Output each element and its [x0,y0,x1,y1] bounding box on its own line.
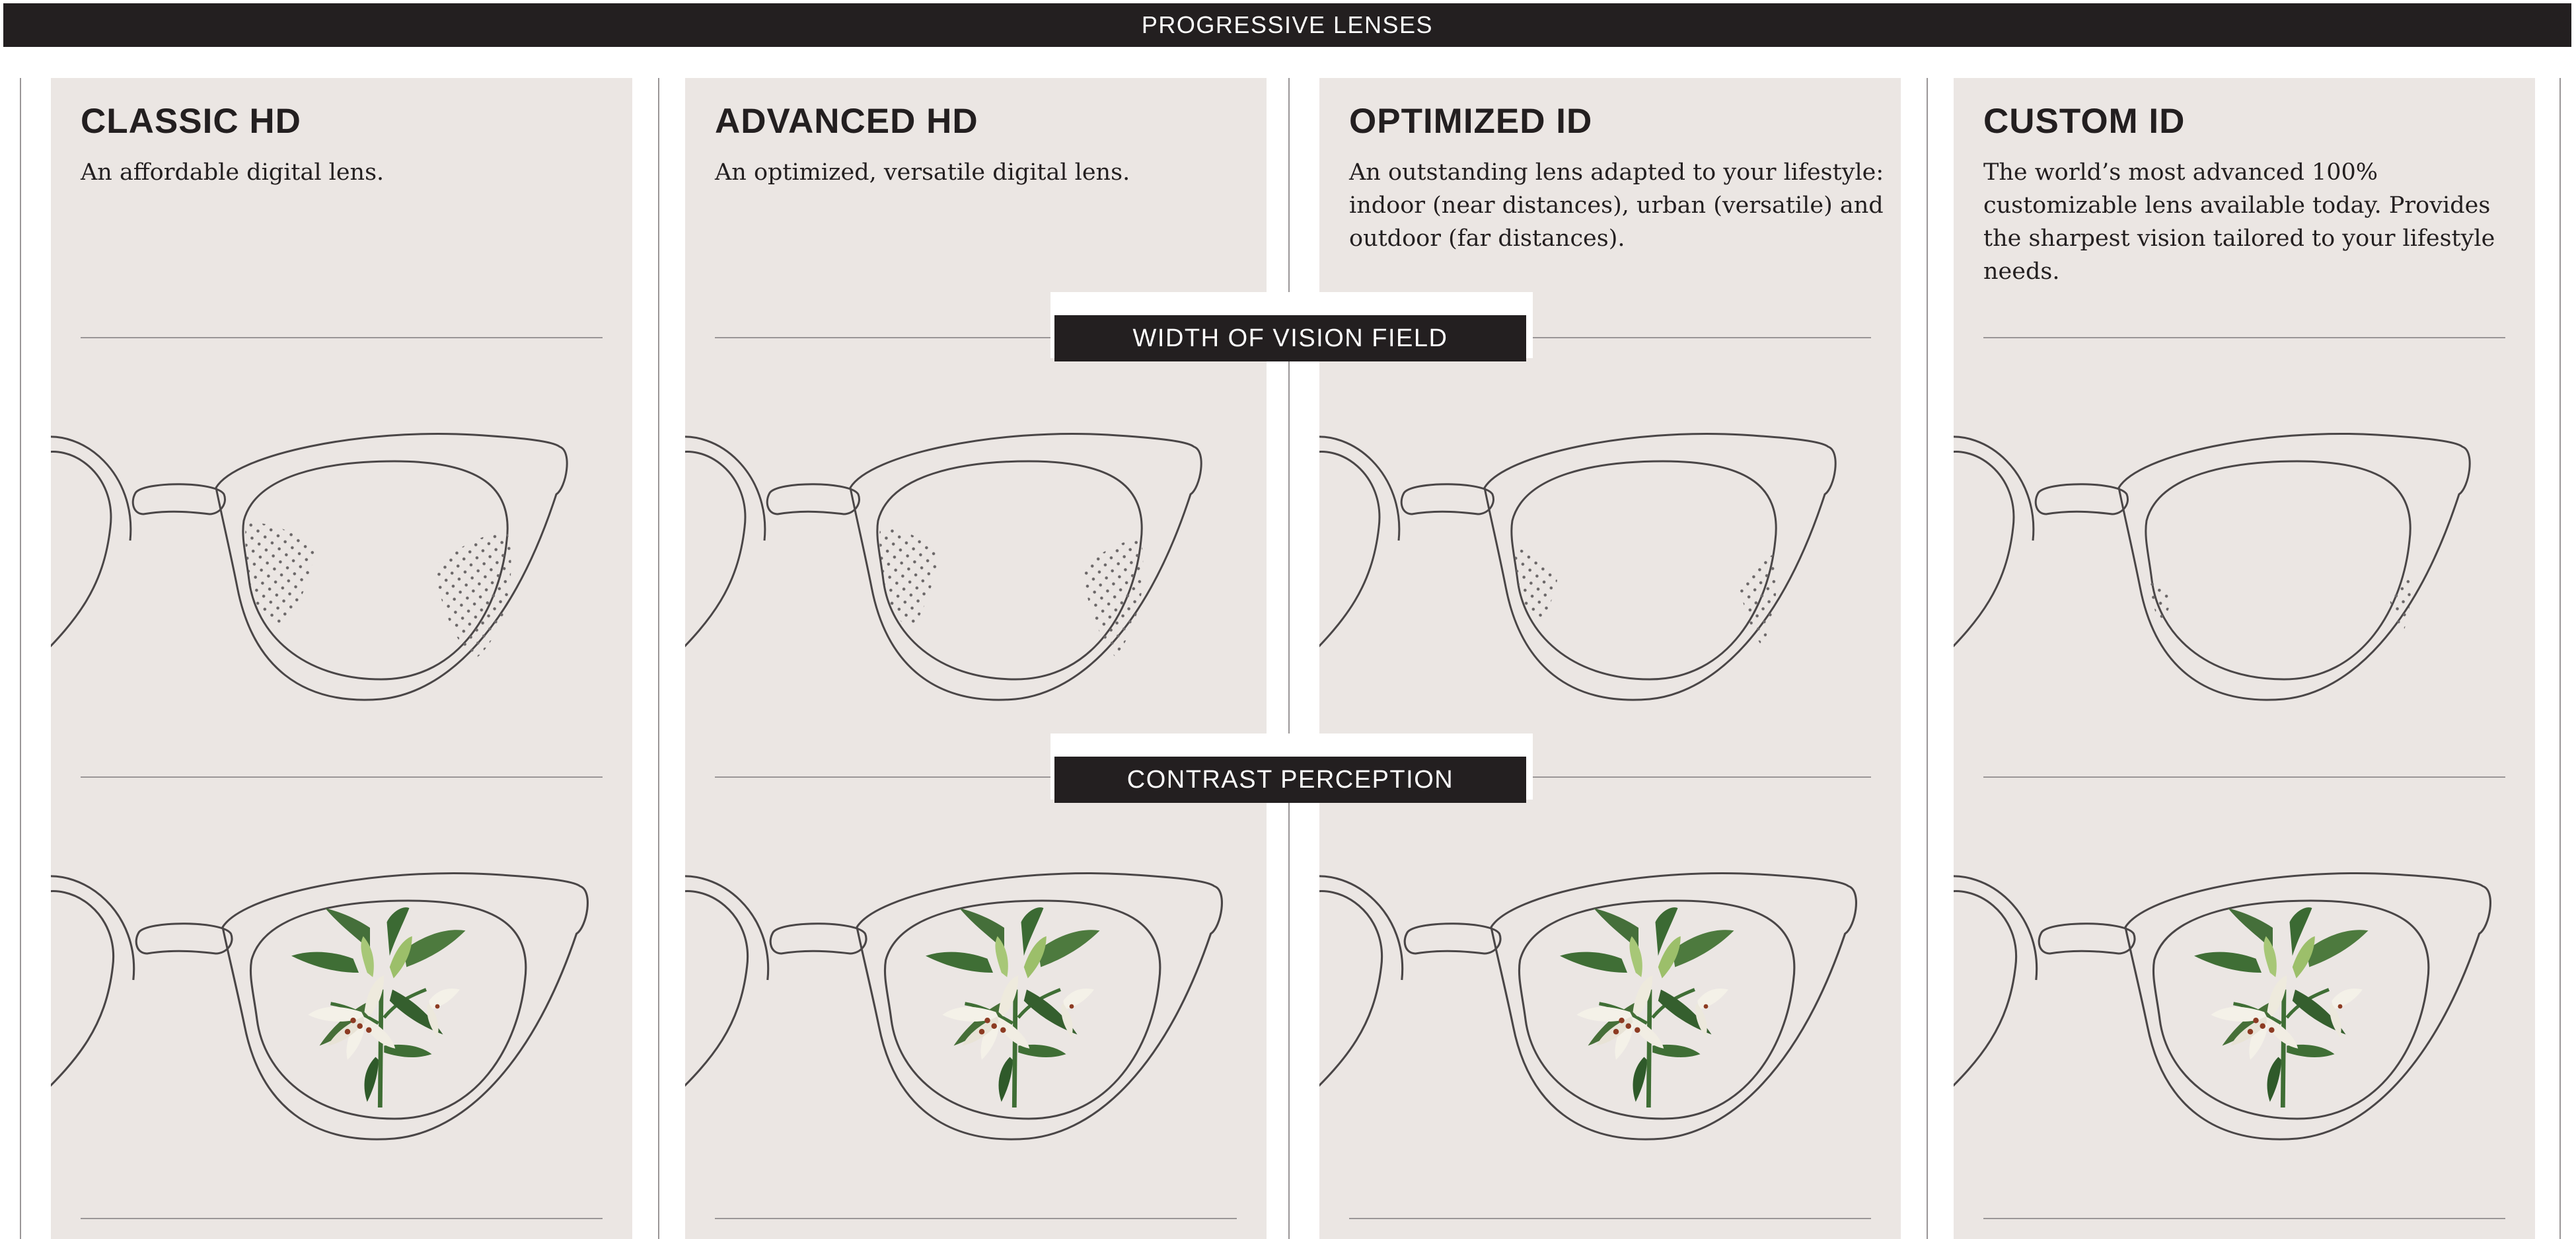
vision-field-left-shade [879,527,939,626]
vision-field-right-shade [1082,537,1143,656]
banner-label: WIDTH OF VISION FIELD [1132,324,1448,352]
lily-flower-icon [291,907,466,1108]
lens-description: An affordable digital lens. [81,159,385,186]
section-rule [1983,1218,2505,1219]
lens-description: The world’s most advanced 100% customizable lens available today. Provides the sharpest vision tailored to your lifestyle needs. [1983,159,2495,285]
glasses-frame-icon [51,415,632,732]
lens-card-optimized-id [1319,78,1901,1239]
glasses-frame-icon [1319,854,1901,1172]
lens-description: An optimized, versatile digital lens. [715,159,1130,186]
banner-label: CONTRAST PERCEPTION [1126,765,1454,794]
lens-title: OPTIMIZED ID [1349,102,1593,141]
section-rule [715,1218,1237,1219]
lens-card-custom-id [1954,78,2535,1239]
lily-flower-icon [926,907,1100,1108]
page-title: PROGRESSIVE LENSES [1141,11,1434,38]
glasses-frame-icon [1319,415,1901,732]
lens-title: ADVANCED HD [715,102,978,141]
lens-description: An outstanding lens adapted to your lifestyle: indoor (near distances), urban (versatile) and outdoor (far distances). [1349,159,1884,252]
section-rule [81,337,603,338]
column-divider [20,78,21,1239]
section-banner-vision-field [1054,315,1526,361]
lens-card-advanced-hd [685,78,1267,1239]
glasses-frame-icon [1954,415,2535,732]
glasses-frame-icon [51,854,632,1172]
section-rule [81,776,603,778]
section-rule [1983,776,2505,778]
section-rule [1983,337,2505,338]
vision-field-right-shade [434,531,511,659]
top-title-bar [3,3,2571,47]
vision-field-left-shade [1514,547,1557,623]
column-divider [1288,78,1290,1239]
column-divider [1927,78,1928,1239]
section-rule [81,1218,603,1219]
column-divider [658,78,659,1239]
column-divider [2559,78,2561,1239]
section-banner-contrast [1054,757,1526,803]
lens-title: CLASSIC HD [81,102,301,141]
glasses-frame-icon [685,415,1267,732]
lily-flower-icon [2194,907,2369,1108]
vision-field-right-shade [1739,554,1777,646]
vision-field-left-shade [2151,574,2172,623]
lens-title: CUSTOM ID [1983,102,2186,141]
lily-flower-icon [1560,907,1734,1108]
glasses-frame-icon [685,854,1267,1172]
lens-card-classic-hd [51,78,632,1239]
section-rule [1349,1218,1871,1219]
glasses-frame-icon [1954,854,2535,1172]
vision-field-left-shade [245,523,315,626]
